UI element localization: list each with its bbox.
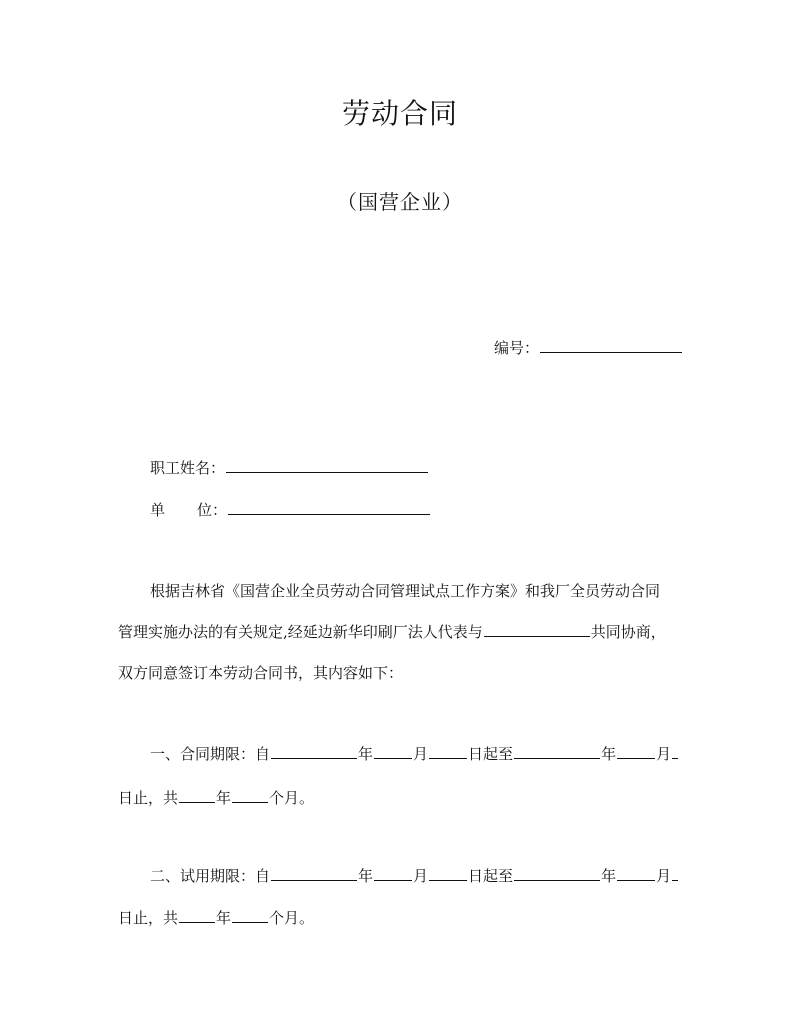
employee-name-label: 职工姓名：	[150, 459, 226, 477]
clause-1-start-year-blank[interactable]	[271, 742, 357, 759]
clause-2-start-month-blank[interactable]	[374, 864, 412, 881]
clause-2-start-year-blank[interactable]	[271, 864, 357, 881]
intro-line-2-end: 共同协商，	[590, 623, 666, 641]
document-subtitle: （国营企业）	[337, 190, 463, 214]
clause-1-row-1	[150, 742, 679, 765]
unit-blank[interactable]	[228, 498, 430, 515]
clause-1-months-label: 个月。	[269, 789, 315, 807]
contract-number-blank[interactable]	[540, 336, 682, 353]
clause-2-month2-label: 月	[656, 867, 672, 885]
clause-1-month2-label: 月	[656, 745, 672, 763]
clause-1-years-label: 年	[216, 789, 232, 807]
clause-1-year-label: 年	[358, 745, 374, 763]
clause-1-month-label: 月	[413, 745, 429, 763]
unit-row	[150, 498, 431, 521]
employee-name-row	[150, 456, 429, 479]
clause-2-years-label: 年	[216, 909, 232, 927]
clause-2-prefix: 二、试用期限：自	[150, 867, 271, 885]
clause-2-months-blank[interactable]	[232, 906, 268, 923]
clause-1-end-day-blank[interactable]	[672, 742, 678, 759]
clause-1-months-blank[interactable]	[232, 786, 268, 803]
clause-1-end-month-blank[interactable]	[617, 742, 655, 759]
contract-number-row	[494, 336, 683, 359]
intro-line-2-text: 管理实施办法的有关规定,经延边新华印刷厂法人代表与	[118, 623, 483, 641]
clause-2-month-label: 月	[413, 867, 429, 885]
clause-2-row-1	[150, 864, 679, 887]
clause-2-end-day-blank[interactable]	[672, 864, 678, 881]
clause-2-start-day-blank[interactable]	[429, 864, 467, 881]
clause-1-end-label: 日止，共	[118, 789, 179, 807]
clause-2-row-2	[118, 906, 314, 929]
clause-1-row-2	[118, 786, 314, 809]
clause-2-year-label: 年	[358, 867, 374, 885]
representative-blank[interactable]	[484, 620, 590, 637]
clause-1-years-blank[interactable]	[179, 786, 215, 803]
clause-1-prefix: 一、合同期限：自	[150, 745, 271, 763]
clause-1-end-year-blank[interactable]	[514, 742, 600, 759]
unit-label-b: 位：	[197, 501, 228, 519]
clause-1-start-month-blank[interactable]	[374, 742, 412, 759]
clause-1-from-label: 日起至	[468, 745, 514, 763]
clause-2-end-year-blank[interactable]	[514, 864, 600, 881]
clause-2-months-label: 个月。	[269, 909, 315, 927]
clause-2-end-month-blank[interactable]	[617, 864, 655, 881]
clause-2-from-label: 日起至	[468, 867, 514, 885]
clause-1-start-day-blank[interactable]	[429, 742, 467, 759]
employee-name-blank[interactable]	[226, 456, 428, 473]
intro-line-3: 双方同意签订本劳动合同书，其内容如下：	[118, 664, 404, 682]
clause-2-year2-label: 年	[601, 867, 617, 885]
contract-number-label: 编号：	[494, 339, 540, 357]
document-title: 劳动合同	[341, 97, 458, 130]
intro-line-2	[118, 620, 666, 643]
clause-1-year2-label: 年	[601, 745, 617, 763]
clause-2-end-label: 日止，共	[118, 909, 179, 927]
clause-2-years-blank[interactable]	[179, 906, 215, 923]
intro-line-1: 根据吉林省《国营企业全员劳动合同管理试点工作方案》和我厂全员劳动合同	[150, 582, 661, 600]
unit-label-a: 单	[150, 501, 166, 519]
